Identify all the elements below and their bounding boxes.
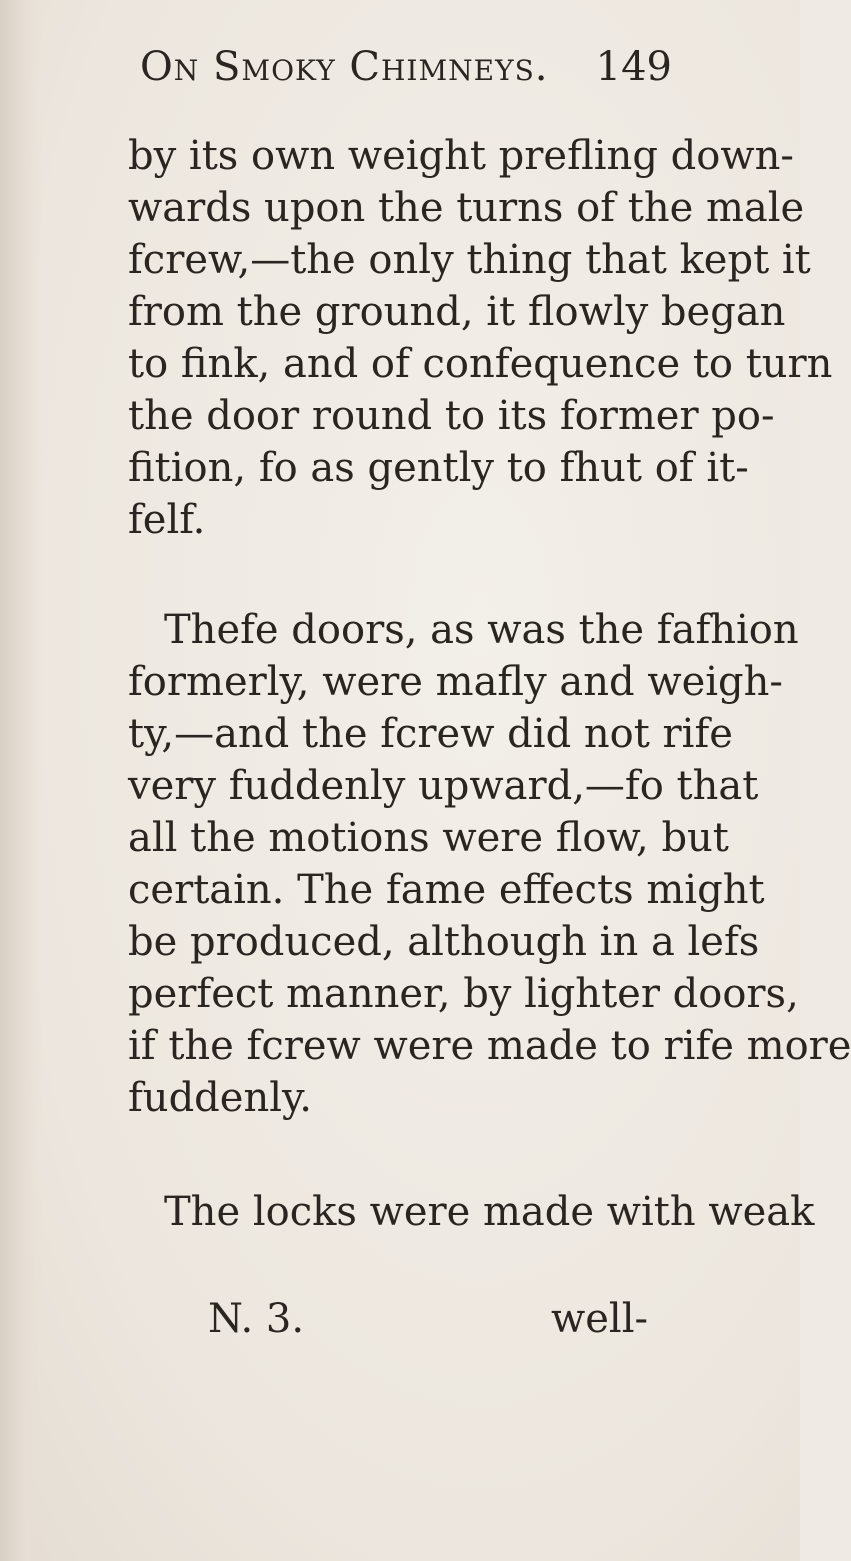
text-line: fcrew,—the only thing that kept it — [128, 237, 811, 283]
signature-mark: N. 3. — [208, 1296, 305, 1342]
text-line: fuddenly. — [128, 1075, 313, 1121]
text-line: all the motions were flow, but — [128, 815, 729, 861]
catchword: well- — [550, 1296, 648, 1342]
text-line: wards upon the turns of the male — [128, 185, 805, 231]
paragraph-2 — [128, 604, 851, 1124]
text-line: if the fcrew were made to rife more — [128, 1023, 851, 1069]
running-head: On Smoky Chimneys. — [140, 44, 549, 90]
text-line: from the ground, it flowly began — [128, 289, 786, 335]
body-text — [128, 130, 851, 1238]
text-line: formerly, were mafly and weigh- — [128, 659, 783, 705]
text-line: ty,—and the fcrew did not rife — [128, 711, 733, 757]
text-line: perfect manner, by lighter doors, — [128, 971, 799, 1017]
paragraph-1 — [128, 130, 833, 546]
page-footer — [208, 1296, 648, 1352]
text-line: very fuddenly upward,—fo that — [128, 763, 759, 809]
page-header — [140, 44, 672, 100]
text-line: to fink, and of confequence to turn — [128, 341, 833, 387]
page-number: 149 — [595, 44, 672, 90]
text-line: certain. The fame effects might — [128, 867, 765, 913]
text-line: fition, fo as gently to fhut of it- — [128, 445, 749, 491]
text-line: Thefe doors, as was the fafhion — [164, 607, 799, 653]
text-line: The locks were made with weak — [164, 1189, 815, 1235]
text-line: by its own weight prefling down- — [128, 133, 794, 179]
text-line: the door round to its former po- — [128, 393, 775, 439]
binding-gutter — [0, 0, 42, 1561]
text-line: be produced, although in a lefs — [128, 919, 760, 965]
paragraph-3 — [128, 1186, 815, 1238]
text-line: felf. — [128, 497, 206, 543]
